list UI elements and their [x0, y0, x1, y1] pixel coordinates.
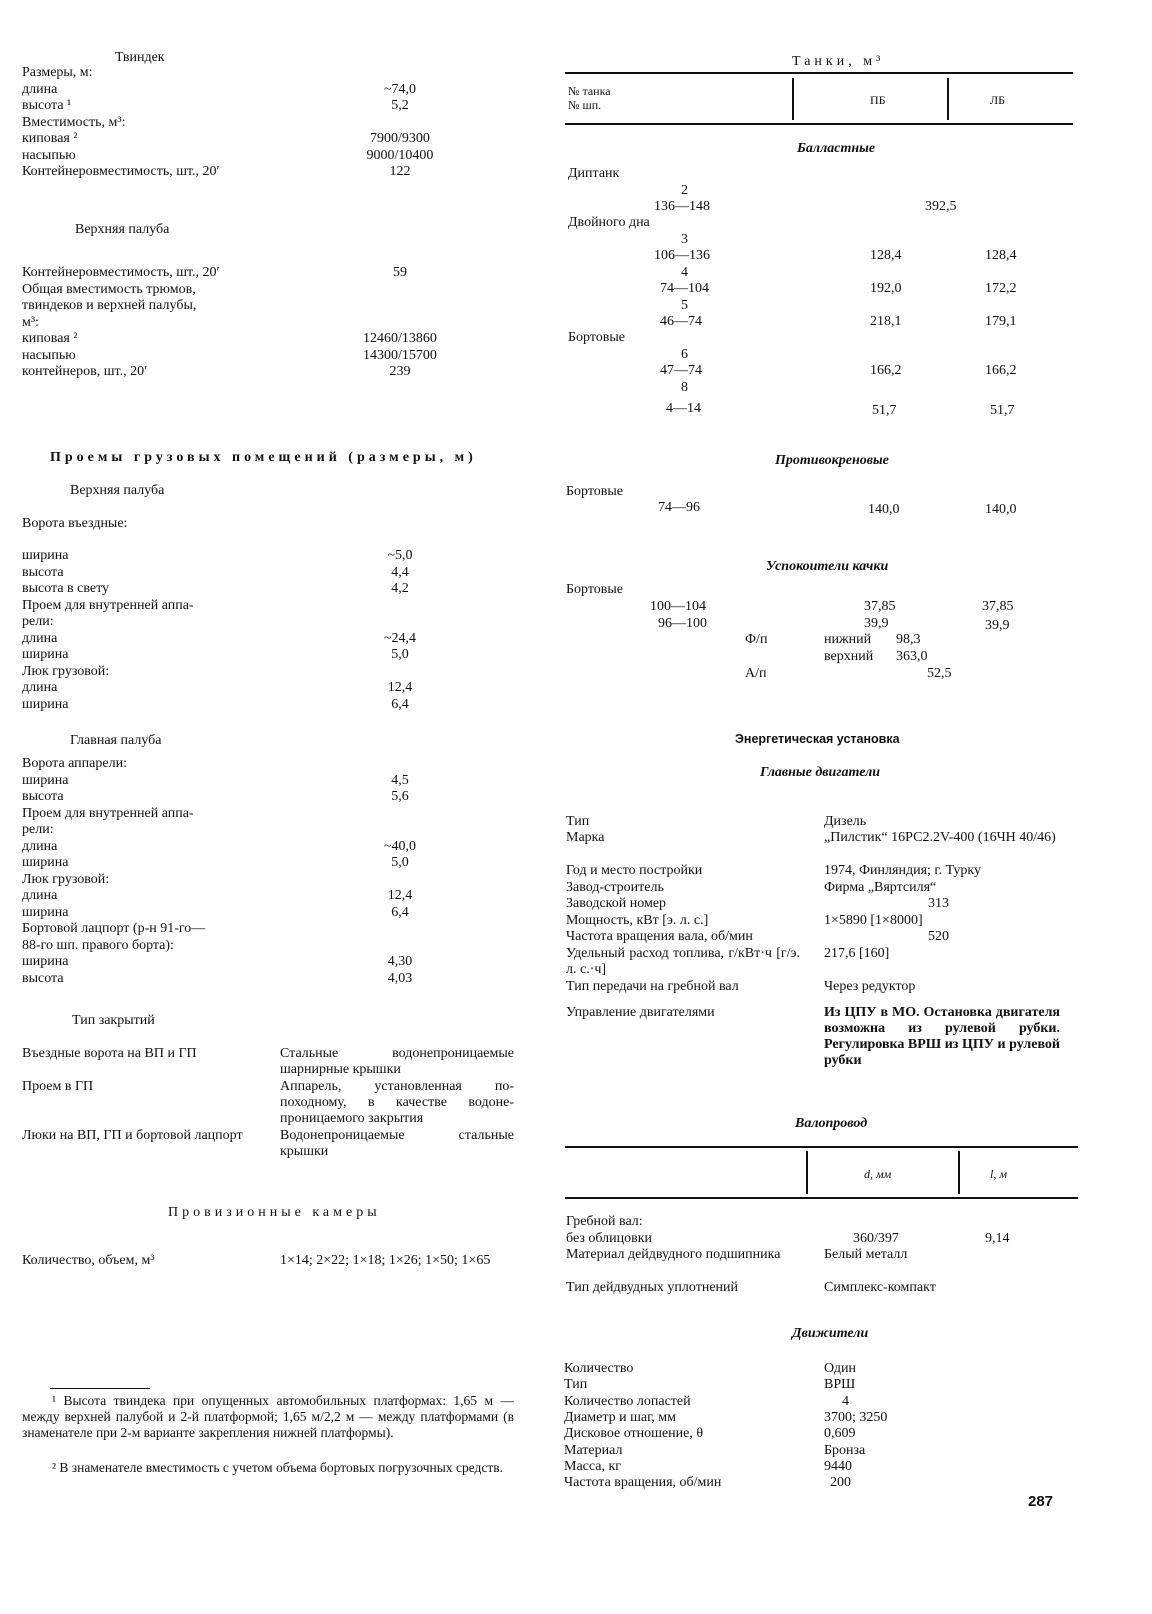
tween-row-label: высота ¹ [22, 98, 72, 113]
main-deck-row-value: 5,0 [391, 855, 409, 870]
forepeak-lower-label: нижний [824, 632, 872, 647]
shaft-row-label: Гребной вал: [566, 1214, 643, 1229]
propeller-label: Количество лопастей [564, 1393, 691, 1409]
shaft-head-d: d, мм [864, 1167, 892, 1181]
anti-heel-side: Бортовые [566, 484, 624, 499]
engine-label: Заводской номер [566, 896, 667, 911]
tanks-table-head-rule [565, 123, 1073, 125]
tanks-head-frame-no: № шп. [568, 98, 602, 112]
engine-label: Завод-строитель [566, 880, 664, 895]
footnote-divider [50, 1388, 150, 1389]
propeller-value: 9440 [824, 1458, 852, 1474]
engine-value: 1×5890 [1×8000] [824, 913, 923, 928]
shaft-table-head-rule [565, 1197, 1078, 1199]
closure-value: Стальные водонепроницаемые шарнирные крышки [280, 1046, 514, 1077]
ballast-title: Балластные [797, 141, 876, 156]
tank-6-no: 6 [681, 347, 688, 362]
engine-value: „Пилстик“ 16РС2.2V-400 (16ЧН 40/46) [824, 830, 1056, 845]
double-bottom-label: Двойного дна [568, 215, 650, 230]
page-number: 287 [1028, 1493, 1054, 1510]
main-deck-row-value: ~40,0 [383, 838, 417, 854]
side-label: Бортовые [568, 330, 626, 345]
roll-side: Бортовые [566, 582, 624, 597]
main-deck-row-label: длина [22, 838, 58, 854]
tank-8-lb: 51,7 [990, 403, 1015, 418]
anti-heel-title: Противокреновые [775, 453, 889, 468]
openings-upper-row-label: ширина [22, 647, 69, 662]
openings-upper-row-label: высота [22, 564, 64, 580]
afterpeak-value: 52,5 [927, 666, 952, 681]
tanks-head-pb: ПБ [870, 93, 886, 107]
openings-upper-row-value: ~24,4 [383, 630, 417, 646]
tank-3-no: 3 [681, 232, 688, 247]
engine-label: Удельный расход топлива, г/кВт·ч [г/э. л. с.·ч] [566, 946, 800, 977]
tank-6-pb: 166,2 [870, 363, 902, 378]
main-deck-row-label: Проем для внутренней аппа- [22, 805, 194, 821]
closures-title: Тип закрытий [72, 1013, 155, 1028]
upper-row-label: м³: [22, 314, 39, 330]
tween-row-value: 7900/9300 [370, 131, 430, 146]
shaft-head-l: l, м [990, 1167, 1007, 1181]
openings-title: Проемы грузовых помещений (размеры, м) [50, 450, 477, 465]
tanks-head-lb: ЛБ [990, 93, 1006, 107]
shaft-row-label: без облицовки [566, 1231, 653, 1246]
upper-row-label: киповая ² [22, 331, 78, 346]
provision-title: Провизионные камеры [168, 1205, 381, 1220]
forepeak-lower-value: 98,3 [896, 632, 921, 647]
tween-row-label: насыпью [22, 147, 76, 163]
main-deck-row-label: высота [22, 789, 64, 804]
footnote-2: ² В знаменателе вместимость с учетом объема бортовых погрузочных средств. [52, 1460, 504, 1475]
main-deck-row-label: Ворота аппарели: [22, 756, 127, 771]
tween-row-label: киповая ² [22, 131, 78, 146]
openings-upper-row-value: 6,4 [391, 696, 409, 712]
main-deck-row-label: рели: [22, 822, 54, 837]
closure-label: Люки на ВП, ГП и бортовой лацпорт [22, 1128, 243, 1143]
propeller-label: Количество [564, 1361, 634, 1376]
shaft-table-vrule-1 [806, 1151, 808, 1194]
main-deck-row-value: 6,4 [391, 904, 409, 920]
tank-4-lb: 172,2 [985, 281, 1017, 296]
shaft-row-label: Тип дейдвудных уплотнений [566, 1280, 739, 1295]
closure-label: Въездные ворота на ВП и ГП [22, 1046, 197, 1061]
tank-8-no: 8 [681, 380, 688, 395]
provision-value: 1×14; 2×22; 1×18; 1×26; 1×50; 1×65 [280, 1253, 491, 1268]
roll-1-lb: 37,85 [982, 599, 1014, 614]
roll-2-pb: 39,9 [864, 616, 889, 631]
shaft-row-l: 9,14 [985, 1231, 1010, 1246]
closure-value: Аппарель, установленная по-походному, в качестве водоне-проницаемого закрытия [280, 1079, 514, 1126]
closure-label: Проем в ГП [22, 1079, 94, 1094]
upper-row-value: 239 [389, 364, 411, 379]
main-deck-row-value: 5,6 [391, 789, 409, 804]
engine-label: Тип передачи на гребной вал [566, 979, 739, 994]
openings-upper-row-label: длина [22, 680, 58, 695]
engine-value: Фирма „Вяртсиля“ [824, 880, 937, 895]
main-deck-row-label: 88-го шп. правого борта): [22, 937, 174, 953]
tanks-table-top-rule [565, 72, 1073, 74]
tanks-table-vrule-1 [792, 78, 794, 120]
provision-label: Количество, объем, м³ [22, 1253, 155, 1268]
main-deck-row-value: 4,30 [387, 954, 413, 969]
tanks-title: Танки, м³ [792, 54, 885, 69]
tanks-table-vrule-2 [947, 78, 949, 120]
tank-4-pb: 192,0 [870, 281, 902, 296]
propeller-value: ВРШ [824, 1377, 856, 1393]
main-deck-row-label: высота [22, 970, 64, 986]
main-deck-row-value: 4,5 [391, 772, 409, 788]
main-deck-title: Главная палуба [70, 733, 162, 748]
tween-row-label: длина [22, 81, 58, 97]
propeller-label: Материал [564, 1442, 623, 1458]
tank-5-no: 5 [681, 298, 688, 313]
openings-upper-gate: Ворота въездные: [22, 516, 128, 531]
propeller-value: 200 [830, 1475, 851, 1491]
shaft-row-d: Симплекс-компакт [824, 1280, 936, 1295]
shaft-row-d: 360/397 [853, 1231, 899, 1246]
anti-heel-lb: 140,0 [985, 502, 1017, 517]
shaft-table-vrule-2 [958, 1151, 960, 1194]
tank-5-frames: 46—74 [660, 314, 702, 329]
closure-value: Водонепроницаемые стальные крышки [280, 1128, 514, 1159]
tank-4-frames: 74—104 [660, 281, 709, 296]
shaft-table-top-rule [565, 1146, 1078, 1148]
openings-upper-row-label: ширина [22, 548, 69, 563]
engine-label: Частота вращения вала, об/мин [566, 929, 753, 944]
upper-row-label: твиндеков и верхней палубы, [22, 298, 197, 313]
tanks-head-tank-no: № танка [568, 84, 611, 98]
upper-row-label: Общая вместимость трюмов, [22, 281, 196, 297]
footnote-1: ¹ Высота твиндека при опущенных автомобильных платформах: 1,65 м — между верхней палубой и 2-й платформой; 1,65 м/2,2 м — между платформами (в знаменателе при 2-м варианте закрепления нижней платформы). [22, 1393, 514, 1440]
engine-value: 1974, Финляндия; г. Турку [824, 863, 982, 878]
openings-upper-row-value: 5,0 [391, 647, 409, 662]
tank-3-frames: 106—136 [654, 248, 710, 263]
openings-upper-row-label: высота в свету [22, 581, 110, 596]
engine-value: 520 [928, 929, 949, 944]
propeller-value: Бронза [824, 1442, 866, 1458]
upper-row-value: 12460/13860 [363, 331, 437, 346]
tank-5-pb: 218,1 [870, 314, 902, 329]
openings-upper-row-label: рели: [22, 614, 54, 629]
roll-2-frames: 96—100 [658, 616, 707, 631]
tween-row-label: Вместимость, м³: [22, 114, 126, 130]
upper-row-value: 59 [393, 265, 407, 280]
propeller-label: Тип [564, 1377, 588, 1393]
tween-row-value: 5,2 [391, 98, 409, 113]
tween-row-value: ~74,0 [383, 81, 417, 97]
shafting-title: Валопровод [795, 1116, 868, 1131]
upper-row-label: насыпью [22, 347, 76, 363]
upper-row-label: контейнеров, шт., 20′ [22, 364, 148, 379]
power-plant-title: Энергетическая установка [735, 732, 900, 746]
tank-3-lb: 128,4 [985, 248, 1017, 263]
tank-3-pb: 128,4 [870, 248, 902, 263]
propeller-label: Частота вращения, об/мин [564, 1475, 722, 1491]
propeller-value: 0,609 [824, 1426, 856, 1442]
openings-upper-row-label: Проем для внутренней аппа- [22, 597, 194, 613]
engine-label: Марка [566, 830, 605, 845]
roll-1-pb: 37,85 [864, 599, 896, 614]
propeller-label: Масса, кг [564, 1458, 622, 1474]
tank-4-no: 4 [681, 265, 688, 280]
propeller-value: Один [824, 1361, 857, 1376]
upper-row-value: 14300/15700 [363, 347, 437, 363]
tank-6-lb: 166,2 [985, 363, 1017, 378]
roll-1-frames: 100—104 [650, 599, 706, 614]
roll-stabilizer-title: Успокоители качки [766, 559, 889, 574]
openings-upper-row-value: 4,4 [391, 564, 409, 580]
anti-heel-frames: 74—96 [658, 500, 700, 515]
upper-row-label: Контейнеровместимость, шт., 20′ [22, 265, 220, 280]
engine-value: 217,6 [160] [824, 946, 890, 961]
main-deck-row-value: 4,03 [387, 970, 413, 986]
engine-label: Мощность, кВт [э. л. с.] [566, 913, 709, 928]
forepeak-upper-value: 363,0 [896, 649, 928, 664]
main-deck-row-label: ширина [22, 855, 69, 870]
engine-value: Дизель [824, 814, 867, 829]
tank-2-volume: 392,5 [925, 199, 957, 214]
openings-upper-row-label: Люк грузовой: [22, 663, 110, 679]
main-deck-row-label: ширина [22, 904, 69, 920]
tank-8-frames: 4—14 [666, 401, 701, 416]
propeller-value: 3700; 3250 [824, 1409, 888, 1425]
shaft-row-label: Материал дейдвудного подшипника [566, 1247, 781, 1262]
tank-2-frames: 136—148 [654, 199, 710, 214]
tank-8-pb: 51,7 [872, 403, 897, 418]
upper-deck-title: Верхняя палуба [75, 222, 170, 237]
openings-upper-row-value: 12,4 [387, 680, 413, 695]
tween-row-value: 9000/10400 [366, 147, 434, 163]
shaft-row-d: Белый металл [824, 1247, 908, 1262]
main-deck-row-label: длина [22, 888, 58, 903]
openings-upper-row-value: ~5,0 [387, 548, 413, 563]
openings-upper-title: Верхняя палуба [70, 483, 165, 498]
main-deck-row-value: 12,4 [387, 888, 413, 903]
main-deck-row-label: ширина [22, 772, 69, 788]
afterpeak-label: А/п [745, 666, 767, 681]
engine-label: Год и место постройки [566, 863, 703, 878]
tween-title: Твиндек [115, 50, 165, 65]
propellers-title: Движители [792, 1326, 869, 1341]
openings-upper-row-label: ширина [22, 696, 69, 712]
engine-value: Через редуктор [824, 979, 916, 994]
propeller-label: Диаметр и шаг, мм [564, 1409, 676, 1425]
forepeak-label: Ф/п [745, 632, 768, 647]
main-deck-row-label: Люк грузовой: [22, 871, 110, 887]
main-deck-row-label: ширина [22, 954, 69, 969]
engine-value: 313 [928, 896, 949, 911]
main-deck-row-label: Бортовой лацпорт (р-н 91-го— [22, 921, 206, 936]
tween-row-value: 122 [389, 164, 411, 179]
engine-value: Из ЦПУ в МО. Остановка двигателя возможна из рулевой рубки. Регулировка ВРШ из ЦПУ и рулевой рубки [824, 1005, 1060, 1068]
anti-heel-pb: 140,0 [868, 502, 900, 517]
tween-row-label: Контейнеровместимость, шт., 20′ [22, 164, 220, 179]
openings-upper-row-label: длина [22, 630, 58, 646]
openings-upper-row-value: 4,2 [391, 581, 409, 596]
tween-row-label: Размеры, м: [22, 65, 93, 80]
main-engines-title: Главные двигатели [760, 765, 881, 780]
engine-label: Тип [566, 814, 590, 829]
tank-5-lb: 179,1 [985, 314, 1017, 329]
roll-2-lb: 39,9 [985, 618, 1010, 633]
engine-label: Управление двигателями [566, 1005, 715, 1020]
propeller-label: Дисковое отношение, θ [564, 1426, 704, 1442]
tank-2-no: 2 [681, 183, 688, 198]
forepeak-upper-label: верхний [824, 649, 874, 664]
propeller-value: 4 [842, 1393, 849, 1409]
tank-6-frames: 47—74 [660, 363, 702, 378]
diptank-label: Диптанк [568, 166, 620, 181]
